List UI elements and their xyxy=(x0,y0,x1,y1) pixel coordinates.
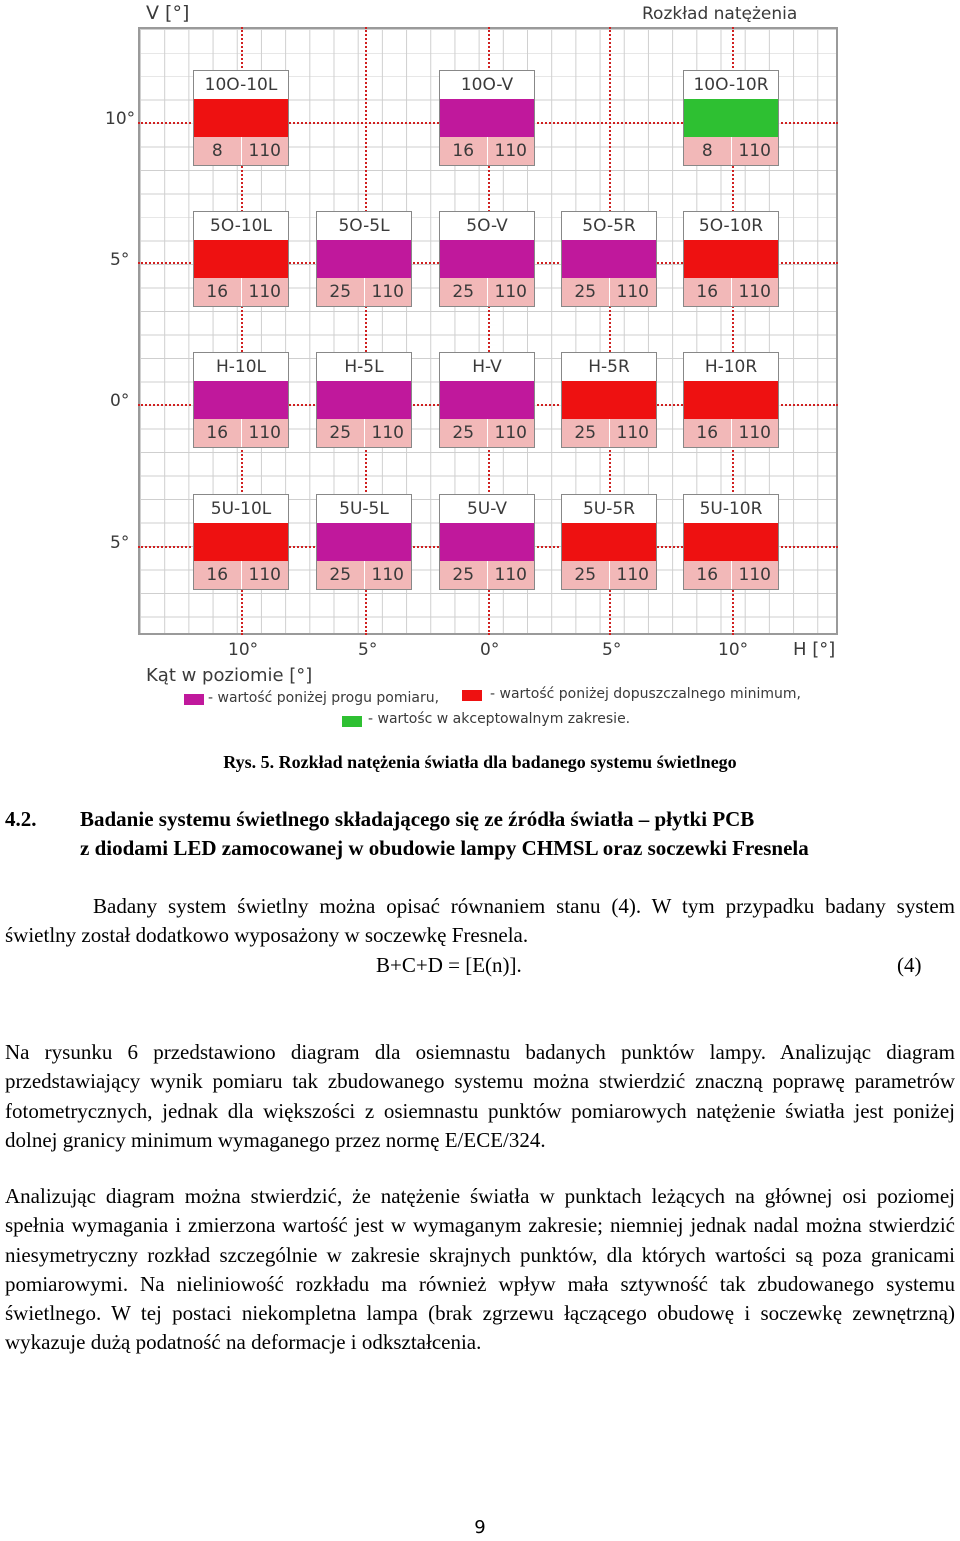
paragraph-3: Analizując diagram można stwierdzić, że natężenie światła w punktach leżących na głównej osi poziomej spełnia wymagania i zmierzona wartość jest w wymaganym zakresie; niemniej jednak nadal można stwierdzić niesymetryczny rozkład szczególnie w zakresie skrajnych punktów, dla których wartości są poza granicami pomiarowymi. Na nieliniowość rozkładu ma również wpływ mała sztywność tak zbudowanego systemu świetlnego. W tej postaci niekompletna lampa (brak zgrzewu łączącego obudowę i soczewkę zewnętrzną) wykazuje dużą podatność na deformacje i odkształcenia. xyxy=(5,1184,955,1355)
cell-measured-value: 16 xyxy=(696,282,719,302)
cell-required-value: 110 xyxy=(364,419,412,447)
cell-measured-value: 25 xyxy=(452,565,475,585)
cell-point-name: 5U-10R xyxy=(684,495,778,523)
measurement-cell xyxy=(439,70,535,166)
cell-values xyxy=(684,419,778,447)
measurement-cell xyxy=(683,352,779,448)
cell-point-name: 5O-5L xyxy=(317,212,411,240)
cell-point-name: 5O-10L xyxy=(194,212,288,240)
cell-required-value: 110 xyxy=(487,278,535,306)
cell-required-value: 110 xyxy=(731,561,779,589)
cell-values xyxy=(194,137,288,165)
cell-status-color xyxy=(440,523,534,561)
cell-measured-value: 25 xyxy=(329,282,352,302)
cell-values xyxy=(562,561,656,589)
x-tick-label: 10° xyxy=(228,640,259,660)
measurement-cell xyxy=(439,352,535,448)
cell-required-value: 110 xyxy=(241,137,289,165)
measurement-cell xyxy=(683,494,779,590)
measurement-cell xyxy=(439,494,535,590)
measurement-cell xyxy=(561,211,657,307)
cell-status-color xyxy=(317,381,411,419)
cell-status-color xyxy=(194,240,288,278)
y-axis-label: V [°] xyxy=(146,2,190,24)
measurement-cell xyxy=(316,352,412,448)
cell-values xyxy=(317,419,411,447)
cell-status-color xyxy=(194,523,288,561)
cell-measured-value: 16 xyxy=(452,141,475,161)
intensity-distribution-figure xyxy=(0,0,960,740)
measurement-cell xyxy=(561,352,657,448)
cell-point-name: 10O-V xyxy=(440,71,534,99)
cell-required-value: 110 xyxy=(241,419,289,447)
cell-values xyxy=(684,278,778,306)
cell-required-value: 110 xyxy=(241,278,289,306)
cell-required-value: 110 xyxy=(487,561,535,589)
cell-measured-value: 16 xyxy=(696,423,719,443)
figure-title: Rozkład natężenia xyxy=(642,4,798,24)
cell-required-value: 110 xyxy=(731,419,779,447)
cell-values xyxy=(562,419,656,447)
cell-values xyxy=(440,419,534,447)
cell-point-name: 10O-10L xyxy=(194,71,288,99)
x-tick-label: 5° xyxy=(602,640,622,660)
cell-required-value: 110 xyxy=(609,561,657,589)
cell-required-value: 110 xyxy=(731,278,779,306)
cell-values xyxy=(194,278,288,306)
cell-values xyxy=(684,561,778,589)
cell-status-color xyxy=(562,381,656,419)
cell-measured-value: 25 xyxy=(452,282,475,302)
legend-text-acceptable: - wartośc w akceptowalnym zakresie. xyxy=(368,711,631,727)
cell-required-value: 110 xyxy=(487,419,535,447)
cell-values xyxy=(440,561,534,589)
cell-status-color xyxy=(317,240,411,278)
cell-status-color xyxy=(440,381,534,419)
cell-point-name: 5U-5R xyxy=(562,495,656,523)
cell-point-name: H-5L xyxy=(317,353,411,381)
x-tick-label: 0° xyxy=(480,640,500,660)
measurement-cell xyxy=(316,494,412,590)
cell-point-name: 5O-10R xyxy=(684,212,778,240)
cell-required-value: 110 xyxy=(731,137,779,165)
cell-values xyxy=(562,278,656,306)
section-title-line2: z diodami LED zamocowanej w obudowie lampy CHMSL oraz soczewki Fresnela xyxy=(80,836,809,860)
paragraph-2: Na rysunku 6 przedstawiono diagram dla osiemnastu badanych punktów lampy. Analizując diagram przedstawiający wynik pomiaru tak zbudowanego systemu można stwierdzić znaczną poprawę parametrów fotometrycznych, jednak dla większości z osiemnastu punktów pomiarowych natężenie światła jest poniżej dolnej granicy minimum wymaganego przez normę E/ECE/324. xyxy=(5,1040,955,1152)
y-tick-label: 10° xyxy=(105,109,136,129)
cell-point-name: 10O-10R xyxy=(684,71,778,99)
cell-values xyxy=(194,419,288,447)
cell-required-value: 110 xyxy=(609,278,657,306)
cell-measured-value: 25 xyxy=(452,423,475,443)
cell-point-name: 5O-V xyxy=(440,212,534,240)
cell-point-name: 5O-5R xyxy=(562,212,656,240)
measurement-cell xyxy=(193,70,289,166)
legend-text-below-minimum: - wartość poniżej dopuszczalnego minimum, xyxy=(490,686,801,702)
cell-status-color xyxy=(562,240,656,278)
cell-values xyxy=(440,137,534,165)
cell-point-name: H-5R xyxy=(562,353,656,381)
y-tick-label: 0° xyxy=(110,391,130,411)
cell-status-color xyxy=(440,99,534,137)
formula-expression: B+C+D = [E(n)]. xyxy=(376,953,522,977)
cell-measured-value: 8 xyxy=(211,141,223,161)
cell-measured-value: 25 xyxy=(574,423,597,443)
cell-status-color xyxy=(684,240,778,278)
cell-values xyxy=(317,278,411,306)
cell-values xyxy=(317,561,411,589)
cell-measured-value: 16 xyxy=(206,423,229,443)
x-axis-label: H [°] xyxy=(793,639,836,660)
measurement-cell xyxy=(683,70,779,166)
figure-caption: Rys. 5. Rozkład natężenia światła dla badanego systemu świetlnego xyxy=(223,752,737,772)
cell-required-value: 110 xyxy=(487,137,535,165)
legend-text-below-threshold: - wartość poniżej progu pomiaru, xyxy=(208,690,440,706)
cell-required-value: 110 xyxy=(364,278,412,306)
y-tick-label: 5° xyxy=(110,533,130,553)
cell-measured-value: 25 xyxy=(329,565,352,585)
x-tick-label: 5° xyxy=(358,640,378,660)
cell-status-color xyxy=(194,381,288,419)
cell-status-color xyxy=(684,99,778,137)
cell-values xyxy=(684,137,778,165)
cell-required-value: 110 xyxy=(364,561,412,589)
cell-status-color xyxy=(684,381,778,419)
cell-measured-value: 16 xyxy=(206,565,229,585)
measurement-cell xyxy=(316,211,412,307)
cell-status-color xyxy=(684,523,778,561)
cell-required-value: 110 xyxy=(241,561,289,589)
y-tick-label: 5° xyxy=(110,250,130,270)
cell-status-color xyxy=(440,240,534,278)
cell-measured-value: 25 xyxy=(574,282,597,302)
cell-measured-value: 16 xyxy=(696,565,719,585)
measurement-cell xyxy=(561,494,657,590)
section-title-line1: Badanie systemu świetlnego składającego się ze źródła światła – płytki PCB xyxy=(80,807,755,831)
cell-measured-value: 25 xyxy=(574,565,597,585)
measurement-cell xyxy=(683,211,779,307)
legend-swatch-acceptable xyxy=(342,716,362,727)
cell-point-name: H-V xyxy=(440,353,534,381)
formula-number: (4) xyxy=(897,953,922,977)
measurement-cell xyxy=(193,494,289,590)
measurement-cell xyxy=(193,352,289,448)
cell-status-color xyxy=(317,523,411,561)
cell-required-value: 110 xyxy=(609,419,657,447)
cell-status-color xyxy=(562,523,656,561)
cell-measured-value: 8 xyxy=(701,141,713,161)
paragraph-1: Badany system świetlny można opisać równaniem stanu (4). W tym przypadku badany system świetlny został dodatkowo wyposażony w soczewkę Fresnela. xyxy=(5,894,955,948)
cell-point-name: H-10R xyxy=(684,353,778,381)
legend-swatch-below-minimum xyxy=(462,690,482,701)
cell-measured-value: 25 xyxy=(329,423,352,443)
page-number: 9 xyxy=(474,1517,486,1538)
cell-point-name: 5U-V xyxy=(440,495,534,523)
cell-values xyxy=(440,278,534,306)
cell-point-name: 5U-5L xyxy=(317,495,411,523)
cell-point-name: H-10L xyxy=(194,353,288,381)
x-axis-title: Kąt w poziomie [°] xyxy=(146,665,313,686)
cell-values xyxy=(194,561,288,589)
x-tick-label: 10° xyxy=(718,640,749,660)
cell-point-name: 5U-10L xyxy=(194,495,288,523)
measurement-cell xyxy=(439,211,535,307)
legend-swatch-below-threshold xyxy=(184,694,204,705)
measurement-cell xyxy=(193,211,289,307)
cell-measured-value: 16 xyxy=(206,282,229,302)
section-number: 4.2. xyxy=(5,807,37,831)
cell-status-color xyxy=(194,99,288,137)
